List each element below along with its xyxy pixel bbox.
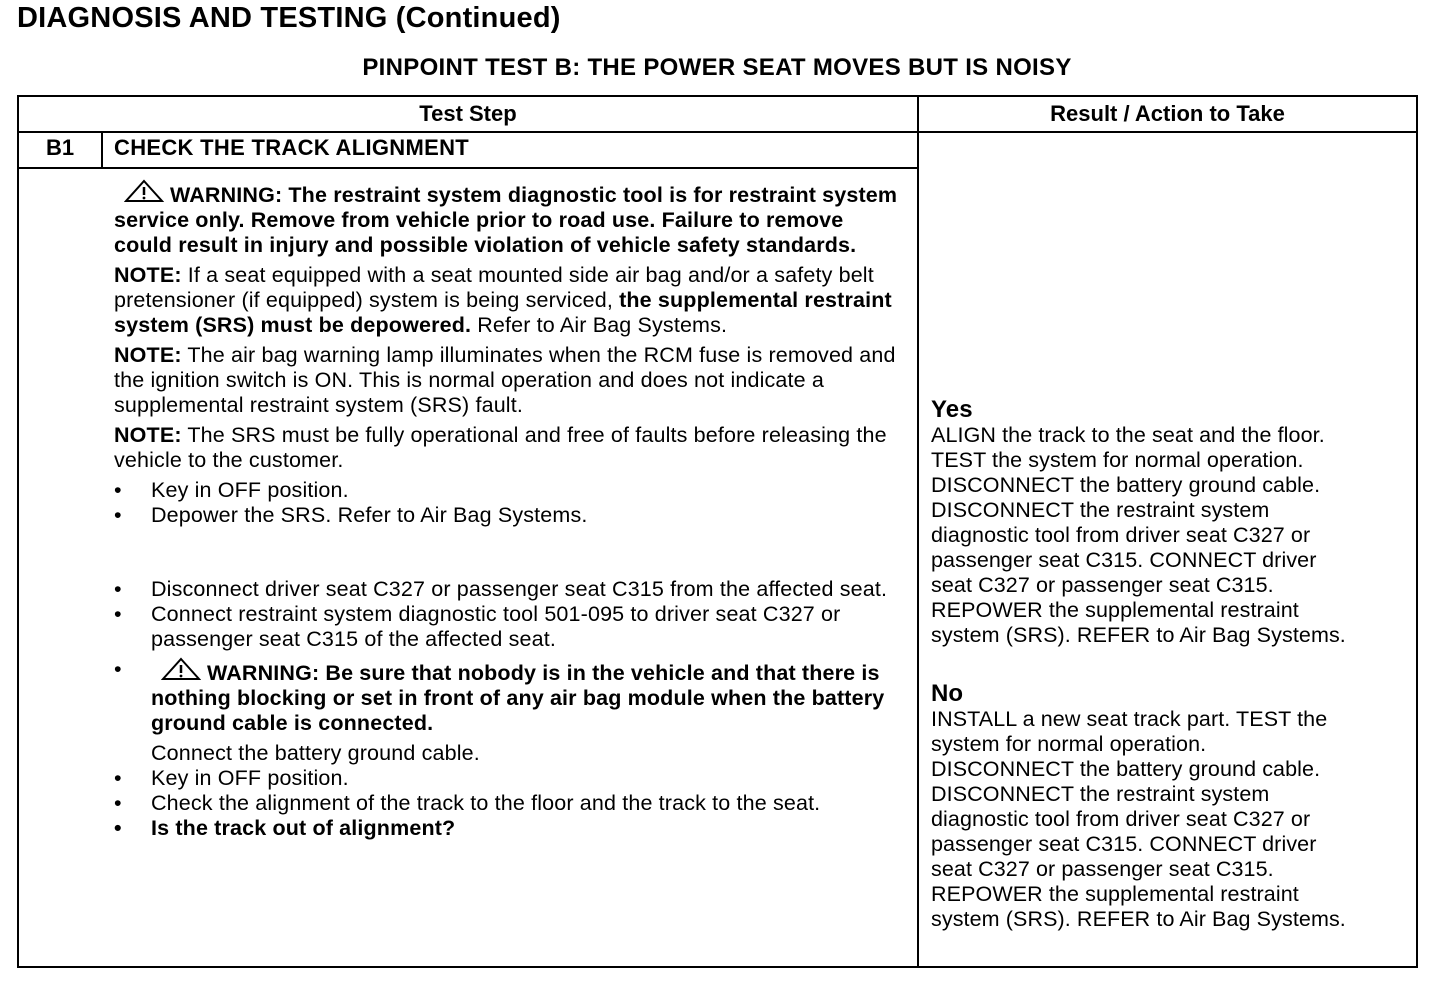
note-warning-lamp bbox=[114, 343, 904, 418]
result-yes-line: diagnostic tool from driver seat C327 or bbox=[931, 523, 1311, 547]
list-item-text: Key in OFF position. bbox=[151, 766, 349, 790]
list-item bbox=[114, 791, 904, 816]
column-divider bbox=[917, 97, 919, 966]
result-action-column bbox=[931, 397, 1421, 932]
list-item-warning bbox=[114, 657, 904, 736]
list-item-text: Key in OFF position. bbox=[151, 478, 349, 502]
bullet-icon: • bbox=[114, 478, 122, 502]
list-item-text: Disconnect driver seat C327 or passenger seat C315 from the affected seat. bbox=[151, 577, 888, 601]
spacer bbox=[114, 528, 904, 577]
note-label: NOTE: bbox=[114, 423, 182, 447]
result-no-line: DISCONNECT the battery ground cable. bbox=[931, 757, 1321, 781]
bullet-icon: • bbox=[114, 577, 122, 601]
result-yes-line: DISCONNECT the battery ground cable. bbox=[931, 473, 1321, 497]
result-no-line: seat C327 or passenger seat C315. bbox=[931, 857, 1274, 881]
column-header-result: Result / Action to Take bbox=[1050, 101, 1285, 126]
bullet-icon: • bbox=[114, 657, 122, 681]
warning-block bbox=[151, 661, 884, 735]
list-item bbox=[114, 766, 904, 791]
list-item-text: Check the alignment of the track to the floor and the track to the seat. bbox=[151, 791, 821, 815]
bullet-icon: • bbox=[114, 766, 122, 790]
bullet-icon: • bbox=[114, 602, 122, 626]
result-no-line: diagnostic tool from driver seat C327 or bbox=[931, 807, 1311, 831]
result-yes-line: seat C327 or passenger seat C315. bbox=[931, 573, 1274, 597]
step-title: CHECK THE TRACK ALIGNMENT bbox=[114, 135, 469, 160]
warning-text: WARNING: The restraint system diagnostic tool is for restraint system service only. Remove from vehicle prior to road use. Failure to remove could result in injury and possible violation of vehicle safety standards. bbox=[114, 183, 898, 257]
question-text: Is the track out of alignment? bbox=[151, 816, 456, 840]
note-text: If a seat equipped with a seat mounted side air bag and/or a safety belt pretensioner (if equipped) system is being serviced, bbox=[114, 263, 874, 312]
step-id: B1 bbox=[45, 135, 75, 160]
result-no-label: No bbox=[931, 680, 964, 707]
note-reference: Refer to Air Bag Systems. bbox=[471, 313, 728, 337]
bullet-icon: • bbox=[114, 791, 122, 815]
test-step-body bbox=[114, 179, 904, 841]
spacer bbox=[931, 648, 1421, 681]
column-header-test-step: Test Step bbox=[419, 101, 517, 126]
bullet-icon: • bbox=[114, 503, 122, 527]
note-srs-depower bbox=[114, 263, 904, 338]
pinpoint-test-title: PINPOINT TEST B: THE POWER SEAT MOVES BUT IS NOISY bbox=[362, 54, 1072, 81]
result-no-line: INSTALL a new seat track part. TEST the bbox=[931, 707, 1328, 731]
list-item-question bbox=[114, 816, 904, 841]
result-yes-line: system (SRS). REFER to Air Bag Systems. bbox=[931, 623, 1346, 647]
result-no-line: system for normal operation. bbox=[931, 732, 1207, 756]
note-srs-operational bbox=[114, 423, 904, 473]
list-item-continuation bbox=[114, 741, 904, 766]
bullet-icon: • bbox=[114, 816, 122, 840]
list-item-text: Connect the battery ground cable. bbox=[151, 741, 480, 765]
page-header: DIAGNOSIS AND TESTING (Continued) bbox=[17, 2, 561, 34]
result-yes-label: Yes bbox=[931, 396, 973, 423]
result-yes-line: DISCONNECT the restraint system bbox=[931, 498, 1270, 522]
list-item-text: Connect restraint system diagnostic tool 501-095 to driver seat C327 or passenger seat C315 of the affected seat. bbox=[151, 602, 841, 651]
list-item-text: Depower the SRS. Refer to Air Bag Systems. bbox=[151, 503, 588, 527]
result-yes-line: TEST the system for normal operation. bbox=[931, 448, 1304, 472]
note-label: NOTE: bbox=[114, 263, 182, 287]
note-text: The air bag warning lamp illuminates when the RCM fuse is removed and the ignition switch is ON. This is normal operation and does not indicate a supplemental restraint system (SRS) fault. bbox=[114, 343, 896, 417]
list-item bbox=[114, 478, 904, 503]
result-yes-line: ALIGN the track to the seat and the floor. bbox=[931, 423, 1325, 447]
warning-block bbox=[114, 179, 904, 258]
result-yes-line: passenger seat C315. CONNECT driver bbox=[931, 548, 1317, 572]
list-item bbox=[114, 503, 904, 528]
list-item bbox=[114, 577, 904, 602]
result-no-line: passenger seat C315. CONNECT driver bbox=[931, 832, 1317, 856]
step-title-divider bbox=[19, 167, 917, 169]
warning-text: WARNING: Be sure that nobody is in the vehicle and that there is nothing blocking or set in front of any air bag module when the battery ground cable is connected. bbox=[151, 661, 885, 735]
note-label: NOTE: bbox=[114, 343, 182, 367]
result-no-line: REPOWER the supplemental restraint bbox=[931, 882, 1299, 906]
result-no-line: system (SRS). REFER to Air Bag Systems. bbox=[931, 907, 1346, 931]
note-emphasis: the supplemental restraint system (SRS) must be depowered. bbox=[114, 288, 892, 337]
result-yes-line: REPOWER the supplemental restraint bbox=[931, 598, 1299, 622]
result-no-line: DISCONNECT the restraint system bbox=[931, 782, 1270, 806]
warning-triangle-icon bbox=[161, 657, 201, 681]
pinpoint-test-table bbox=[17, 95, 1418, 968]
warning-triangle-icon bbox=[124, 179, 164, 203]
list-item bbox=[114, 602, 904, 652]
note-text: The SRS must be fully operational and free of faults before releasing the vehicle to the customer. bbox=[114, 423, 887, 472]
step-id-divider bbox=[101, 131, 103, 167]
